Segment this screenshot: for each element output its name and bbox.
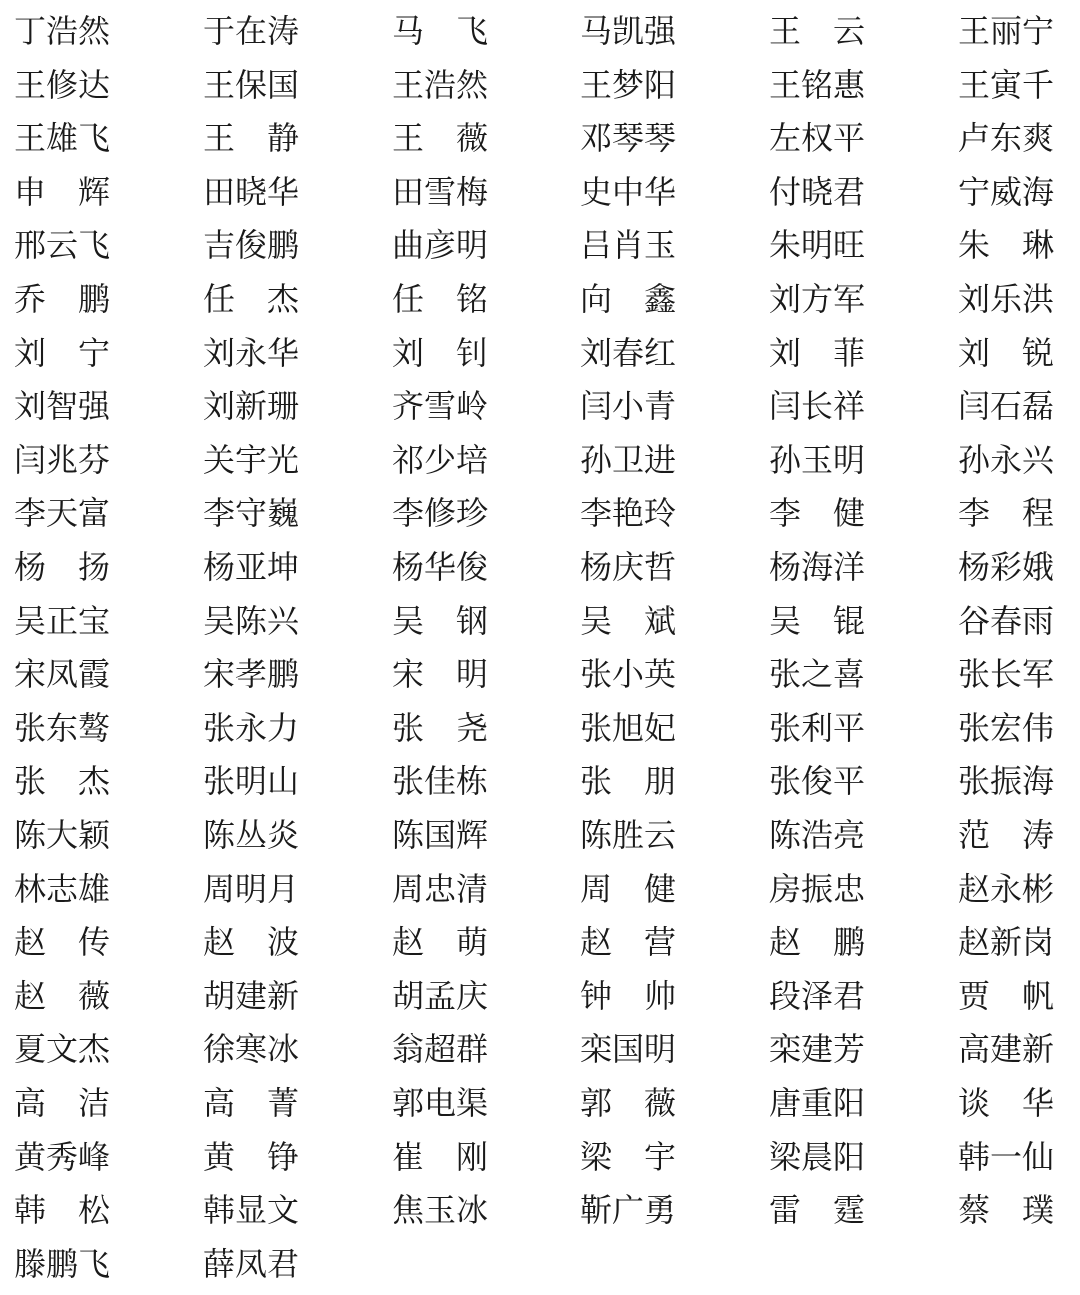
name-row bbox=[0, 647, 1080, 701]
name-entry: 张宏伟 bbox=[958, 708, 1055, 747]
name-row bbox=[0, 540, 1080, 594]
name-entry: 范 涛 bbox=[958, 816, 1055, 854]
name-entry: 张振海 bbox=[958, 762, 1055, 801]
name-entry: 王 静 bbox=[203, 119, 300, 158]
name-entry: 闫兆芬 bbox=[14, 440, 111, 479]
name-entry: 陈胜云 bbox=[580, 816, 677, 854]
name-row bbox=[0, 58, 1080, 112]
name-entry: 陈浩亮 bbox=[769, 816, 866, 854]
name-entry: 孙卫进 bbox=[580, 440, 677, 479]
name-entry: 孙永兴 bbox=[958, 440, 1055, 479]
name-row bbox=[0, 1022, 1080, 1076]
name-entry: 丁浩然 bbox=[14, 12, 111, 50]
name-entry: 邓琴琴 bbox=[580, 119, 677, 158]
name-entry: 王浩然 bbox=[392, 65, 489, 104]
name-entry: 吴 斌 bbox=[580, 601, 677, 640]
name-entry: 陈大颖 bbox=[14, 816, 111, 854]
name-entry: 高 菁 bbox=[203, 1084, 300, 1122]
name-entry: 于在涛 bbox=[203, 12, 300, 50]
name-entry: 张 朋 bbox=[580, 762, 677, 801]
name-entry: 胡建新 bbox=[203, 976, 300, 1015]
name-entry: 刘春红 bbox=[580, 333, 677, 372]
name-entry: 左权平 bbox=[769, 119, 866, 158]
name-entry: 张 杰 bbox=[14, 762, 111, 801]
name-entry: 王 云 bbox=[769, 12, 866, 50]
name-entry: 赵 波 bbox=[203, 923, 300, 962]
name-entry: 赵 传 bbox=[14, 923, 111, 962]
name-entry: 栾国明 bbox=[580, 1030, 677, 1069]
name-entry: 刘 菲 bbox=[769, 333, 866, 372]
name-entry: 张明山 bbox=[203, 762, 300, 801]
name-entry: 靳广勇 bbox=[580, 1191, 677, 1230]
name-entry: 张俊平 bbox=[769, 762, 866, 801]
name-entry: 韩 松 bbox=[14, 1191, 111, 1230]
name-entry: 吉俊鹏 bbox=[203, 226, 300, 265]
name-entry: 宋 明 bbox=[392, 655, 489, 694]
name-row bbox=[0, 379, 1080, 433]
name-row bbox=[0, 111, 1080, 165]
name-row bbox=[0, 433, 1080, 487]
name-entry: 宁威海 bbox=[958, 172, 1055, 211]
name-entry: 任 铭 bbox=[392, 280, 489, 318]
name-entry: 高 洁 bbox=[14, 1084, 111, 1122]
name-entry: 梁 宇 bbox=[580, 1137, 677, 1176]
name-entry: 杨 扬 bbox=[14, 548, 111, 586]
name-entry: 吴正宝 bbox=[14, 601, 111, 640]
name-entry: 王铭惠 bbox=[769, 65, 866, 104]
name-entry: 吴 钢 bbox=[392, 601, 489, 640]
name-entry: 高建新 bbox=[958, 1030, 1055, 1069]
name-entry: 王寅千 bbox=[958, 65, 1055, 104]
name-row bbox=[0, 218, 1080, 272]
name-entry: 夏文杰 bbox=[14, 1030, 111, 1069]
name-entry: 张佳栋 bbox=[392, 762, 489, 801]
name-entry: 钟 帅 bbox=[580, 976, 677, 1015]
name-entry: 赵新岗 bbox=[958, 923, 1055, 962]
name-entry: 胡孟庆 bbox=[392, 976, 489, 1015]
name-entry: 赵 萌 bbox=[392, 923, 489, 962]
name-entry: 王梦阳 bbox=[580, 65, 677, 104]
name-entry: 田雪梅 bbox=[392, 172, 489, 211]
name-entry: 刘方军 bbox=[769, 280, 866, 318]
name-row bbox=[0, 326, 1080, 380]
name-entry: 刘智强 bbox=[14, 387, 111, 426]
name-entry: 孙玉明 bbox=[769, 440, 866, 479]
name-entry: 张 尧 bbox=[392, 708, 489, 747]
name-entry: 张长军 bbox=[958, 655, 1055, 694]
name-row bbox=[0, 701, 1080, 755]
name-entry: 雷 霆 bbox=[769, 1191, 866, 1230]
name-entry: 杨华俊 bbox=[392, 548, 489, 586]
name-entry: 杨彩娥 bbox=[958, 548, 1055, 586]
name-entry: 贾 帆 bbox=[958, 976, 1055, 1015]
name-entry: 祁少培 bbox=[392, 440, 489, 479]
name-entry: 向 鑫 bbox=[580, 280, 677, 318]
name-entry: 卢东爽 bbox=[958, 119, 1055, 158]
name-entry: 杨亚坤 bbox=[203, 548, 300, 586]
name-entry: 刘 锐 bbox=[958, 333, 1055, 372]
name-entry: 吴陈兴 bbox=[203, 601, 300, 640]
name-entry: 谈 华 bbox=[958, 1084, 1055, 1122]
name-entry: 周 健 bbox=[580, 869, 677, 908]
name-entry: 徐寒冰 bbox=[203, 1030, 300, 1069]
name-entry: 邢云飞 bbox=[14, 226, 111, 265]
name-entry: 滕鹏飞 bbox=[14, 1244, 111, 1283]
name-entry: 段泽君 bbox=[769, 976, 866, 1015]
name-entry: 黄 铮 bbox=[203, 1137, 300, 1176]
name-row bbox=[0, 1076, 1080, 1130]
name-row bbox=[0, 1237, 1080, 1291]
name-row bbox=[0, 4, 1080, 58]
name-entry: 关宇光 bbox=[203, 440, 300, 479]
name-entry: 曲彦明 bbox=[392, 226, 489, 265]
name-entry: 赵 营 bbox=[580, 923, 677, 962]
name-entry: 房振忠 bbox=[769, 869, 866, 908]
name-entry: 杨海洋 bbox=[769, 548, 866, 586]
name-entry: 周明月 bbox=[203, 869, 300, 908]
name-entry: 焦玉冰 bbox=[392, 1191, 489, 1230]
name-entry: 翁超群 bbox=[392, 1030, 489, 1069]
name-entry: 韩显文 bbox=[203, 1191, 300, 1230]
name-entry: 周忠清 bbox=[392, 869, 489, 908]
name-entry: 任 杰 bbox=[203, 280, 300, 318]
name-entry: 申 辉 bbox=[14, 172, 111, 211]
name-entry: 张东骜 bbox=[14, 708, 111, 747]
name-entry: 吕肖玉 bbox=[580, 226, 677, 265]
name-entry: 王修达 bbox=[14, 65, 111, 104]
name-entry: 王保国 bbox=[203, 65, 300, 104]
name-entry: 郭电渠 bbox=[392, 1084, 489, 1122]
name-entry: 刘乐洪 bbox=[958, 280, 1055, 318]
name-entry: 黄秀峰 bbox=[14, 1137, 111, 1176]
name-entry: 闫小青 bbox=[580, 387, 677, 426]
name-entry: 张永力 bbox=[203, 708, 300, 747]
name-entry: 马凯强 bbox=[580, 12, 677, 50]
name-entry: 齐雪岭 bbox=[392, 387, 489, 426]
name-entry: 刘 宁 bbox=[14, 333, 111, 372]
name-entry: 张之喜 bbox=[769, 655, 866, 694]
name-entry: 刘新珊 bbox=[203, 387, 300, 426]
name-entry: 栾建芳 bbox=[769, 1030, 866, 1069]
name-entry: 田晓华 bbox=[203, 172, 300, 211]
name-row bbox=[0, 862, 1080, 916]
name-entry: 唐重阳 bbox=[769, 1084, 866, 1122]
name-entry: 刘永华 bbox=[203, 333, 300, 372]
name-entry: 朱 琳 bbox=[958, 226, 1055, 265]
name-entry: 韩一仙 bbox=[958, 1137, 1055, 1176]
name-entry: 史中华 bbox=[580, 172, 677, 211]
name-entry: 王雄飞 bbox=[14, 119, 111, 158]
name-row bbox=[0, 808, 1080, 862]
name-entry: 赵 薇 bbox=[14, 976, 111, 1015]
name-row bbox=[0, 754, 1080, 808]
name-row bbox=[0, 272, 1080, 326]
name-entry: 闫长祥 bbox=[769, 387, 866, 426]
name-entry: 宋孝鹏 bbox=[203, 655, 300, 694]
name-entry: 朱明旺 bbox=[769, 226, 866, 265]
name-row bbox=[0, 165, 1080, 219]
name-entry: 李 程 bbox=[958, 494, 1055, 533]
name-entry: 王丽宁 bbox=[958, 12, 1055, 50]
name-entry: 李修珍 bbox=[392, 494, 489, 533]
name-entry: 赵 鹏 bbox=[769, 923, 866, 962]
name-entry: 乔 鹏 bbox=[14, 280, 111, 318]
name-entry: 李艳玲 bbox=[580, 494, 677, 533]
name-row bbox=[0, 969, 1080, 1023]
name-entry: 吴 锟 bbox=[769, 601, 866, 640]
name-row bbox=[0, 486, 1080, 540]
name-entry: 张旭妃 bbox=[580, 708, 677, 747]
name-entry: 郭 薇 bbox=[580, 1084, 677, 1122]
name-row bbox=[0, 915, 1080, 969]
name-entry: 李守巍 bbox=[203, 494, 300, 533]
name-entry: 薛凤君 bbox=[203, 1244, 300, 1283]
name-entry: 李 健 bbox=[769, 494, 866, 533]
name-entry: 谷春雨 bbox=[958, 601, 1055, 640]
name-entry: 李天富 bbox=[14, 494, 111, 533]
name-entry: 王 薇 bbox=[392, 119, 489, 158]
name-entry: 宋凤霞 bbox=[14, 655, 111, 694]
name-entry: 陈丛炎 bbox=[203, 816, 300, 854]
name-entry: 马 飞 bbox=[392, 12, 489, 50]
name-entry: 赵永彬 bbox=[958, 869, 1055, 908]
name-entry: 闫石磊 bbox=[958, 387, 1055, 426]
name-row bbox=[0, 1130, 1080, 1184]
name-entry: 刘 钊 bbox=[392, 333, 489, 372]
name-entry: 张利平 bbox=[769, 708, 866, 747]
name-entry: 陈国辉 bbox=[392, 816, 489, 854]
name-entry: 崔 刚 bbox=[392, 1137, 489, 1176]
name-entry: 付晓君 bbox=[769, 172, 866, 211]
name-entry: 梁晨阳 bbox=[769, 1137, 866, 1176]
name-row bbox=[0, 1183, 1080, 1237]
name-entry: 蔡 璞 bbox=[958, 1191, 1055, 1230]
name-entry: 林志雄 bbox=[14, 869, 111, 908]
name-entry: 杨庆哲 bbox=[580, 548, 677, 586]
name-row bbox=[0, 594, 1080, 648]
name-entry: 张小英 bbox=[580, 655, 677, 694]
